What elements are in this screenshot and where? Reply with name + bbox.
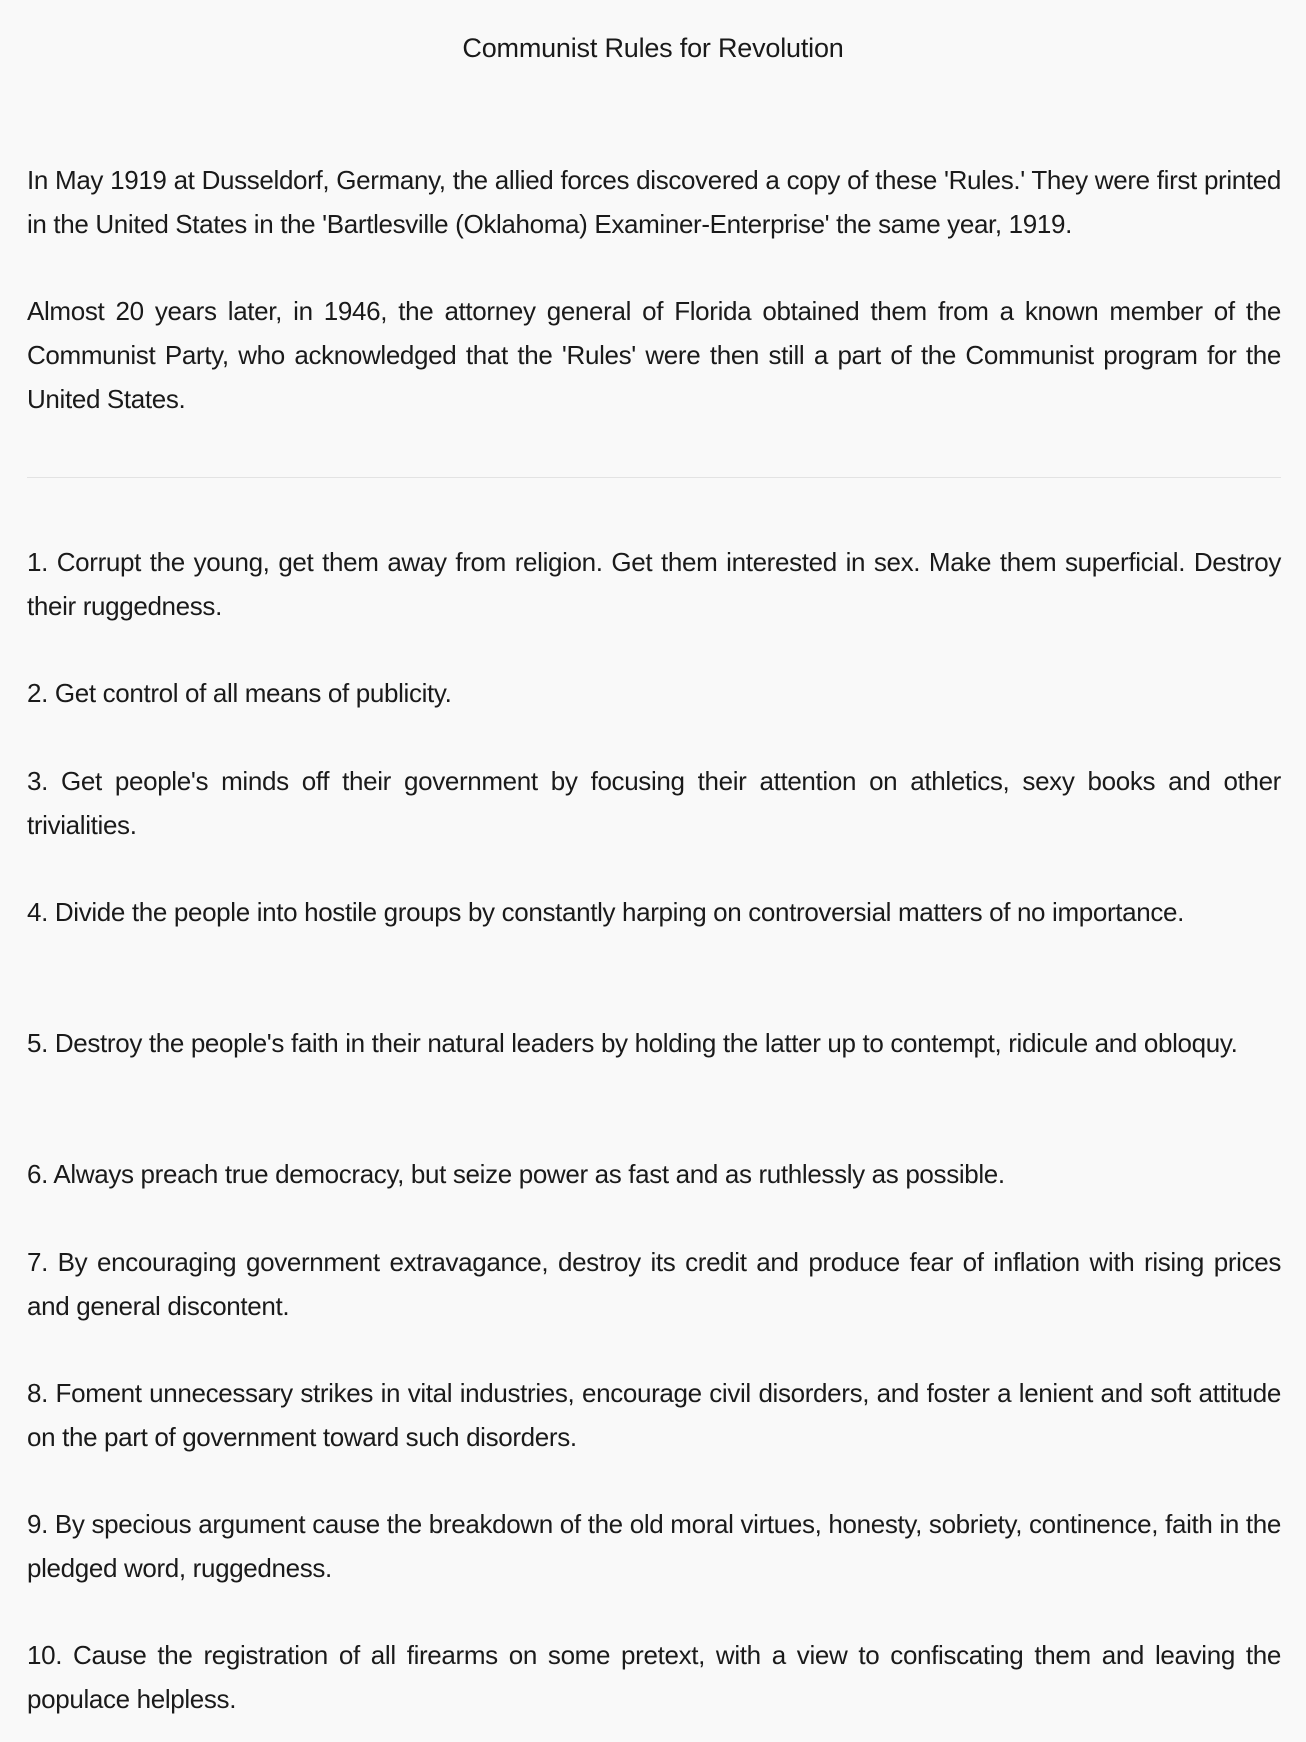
rule-item: 9. By specious argument cause the breakdown of the old moral virtues, honesty, sobriety, continence, faith in the pledged word, ruggedness.	[27, 1509, 1281, 1583]
rule-item: 8. Foment unnecessary strikes in vital industries, encourage civil disorders, and foster a lenient and soft attitude on the part of government toward such disorders.	[27, 1378, 1281, 1452]
rule-item: 2. Get control of all means of publicity.	[27, 678, 452, 708]
intro-paragraph: In May 1919 at Dusseldorf, Germany, the allied forces discovered a copy of these 'Rules.' They were first printed in the United States in the 'Bartlesville (Oklahoma) Examiner-Enterprise' the same year, 1919.	[27, 165, 1281, 239]
rule-item: 1. Corrupt the young, get them away from religion. Get them interested in sex. Make them superficial. Destroy their ruggedness.	[27, 547, 1281, 621]
intro-paragraph: Almost 20 years later, in 1946, the attorney general of Florida obtained them from a known member of the Communist Party, who acknowledged that the 'Rules' were then still a part of the Communist program for the United States.	[27, 296, 1281, 414]
rule-item: 7. By encouraging government extravagance, destroy its credit and produce fear of inflation with rising prices and general discontent.	[27, 1247, 1281, 1321]
rule-item: 6. Always preach true democracy, but seize power as fast and as ruthlessly as possible.	[27, 1159, 1005, 1189]
page-title: Communist Rules for Revolution	[462, 33, 844, 63]
rule-item: 10. Cause the registration of all firearms on some pretext, with a view to confiscating them and leaving the populace helpless.	[27, 1640, 1281, 1714]
rule-item: 4. Divide the people into hostile groups by constantly harping on controversial matters of no importance.	[27, 897, 1185, 927]
rule-item: 3. Get people's minds off their government by focusing their attention on athletics, sexy books and other trivialities.	[27, 766, 1281, 840]
section-divider	[27, 477, 1281, 478]
rule-item: 5. Destroy the people's faith in their natural leaders by holding the latter up to contempt, ridicule and obloquy.	[27, 1028, 1238, 1058]
